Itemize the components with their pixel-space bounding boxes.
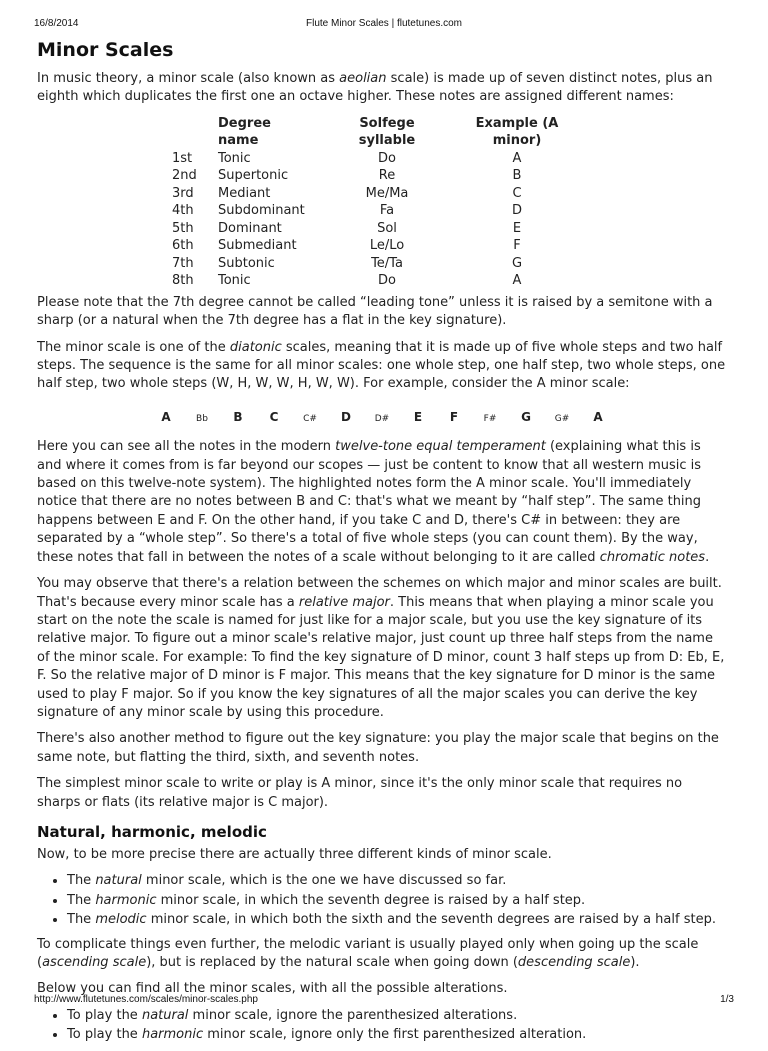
table-row xyxy=(162,202,582,220)
table-row xyxy=(162,150,582,168)
list-item-text: The xyxy=(67,892,96,908)
chromatic-note: C# xyxy=(303,413,317,424)
list-item-emphasis: natural xyxy=(141,1007,189,1023)
chromatic-note: F# xyxy=(483,413,497,424)
diatonic-emphasis: diatonic xyxy=(229,339,282,355)
list-item-text: The xyxy=(67,912,96,928)
list-item-text: minor scale, ignore only the first parenthesized alteration. xyxy=(203,1027,587,1043)
list-item-text: minor scale, which is the one we have discussed so far. xyxy=(141,873,507,889)
article xyxy=(37,34,727,1051)
degree-name: Subdominant xyxy=(218,203,305,219)
twelve-tone-text-3: . xyxy=(705,549,710,565)
degree-name: Submediant xyxy=(218,238,297,254)
list-item-text: To play the xyxy=(67,1027,142,1043)
kinds-intro: Now, to be more precise there are actually three different kinds of minor scale. xyxy=(37,846,552,862)
degree-number: 6th xyxy=(172,238,194,254)
simplest-paragraph: The simplest minor scale to write or play is A minor, since it's the only minor scale that requires no sharps or flats (its relative major is C major). xyxy=(37,776,683,810)
chromatic-emphasis: chromatic notes xyxy=(599,549,706,565)
header-cell: Degree name xyxy=(218,115,271,149)
list-item-emphasis: harmonic xyxy=(95,892,157,908)
example-note: E xyxy=(512,220,522,236)
solfege-syllable: Re xyxy=(378,168,396,184)
degree-table-header xyxy=(162,115,582,150)
diatonic-text: The minor scale is one of the xyxy=(37,339,230,355)
degree-table xyxy=(162,115,582,290)
chromatic-note: Bb xyxy=(196,413,208,424)
example-note: C xyxy=(512,185,522,201)
scale-note: A xyxy=(593,409,603,424)
scale-note: B xyxy=(233,409,243,424)
solfege-syllable: Fa xyxy=(379,203,395,219)
list-item-emphasis: natural xyxy=(95,873,142,889)
scale-note: G xyxy=(521,409,531,424)
solfege-syllable: Do xyxy=(378,150,396,166)
degree-number: 3rd xyxy=(172,185,194,201)
degree-name: Subtonic xyxy=(218,255,275,271)
ascending-emphasis: ascending scale xyxy=(42,955,147,970)
table-row xyxy=(162,220,582,238)
degree-name: Supertonic xyxy=(218,168,289,184)
solfege-syllable: Me/Ma xyxy=(365,185,409,201)
list-item-emphasis: harmonic xyxy=(141,1027,204,1043)
scale-note: F xyxy=(449,409,459,424)
list-item-text: minor scale, ignore the parenthesized alterations. xyxy=(188,1007,518,1023)
print-title: Flute Minor Scales | flutetunes.com xyxy=(306,18,462,29)
degree-name: Dominant xyxy=(218,220,282,236)
list-item-text: To play the xyxy=(67,1007,142,1023)
scale-note: D xyxy=(341,409,351,424)
example-note: F xyxy=(513,238,521,254)
complicate-text: To complicate things even further, the melodic variant is usually played only when going up the scale ( xyxy=(37,936,699,970)
relative-major-text: You may observe that there's a relation between the schemes on which major and minor scales are built. That's because every minor scale has a xyxy=(37,576,722,610)
header-cell: Solfege syllable xyxy=(358,115,416,149)
list-item-text: minor scale, in which the seventh degree is raised by a half step. xyxy=(156,892,586,908)
chromatic-note: D# xyxy=(374,413,390,424)
page-url: http://www.flutetunes.com/scales/minor-scales.php xyxy=(34,994,258,1005)
table-row xyxy=(162,255,582,273)
list-item-text: The xyxy=(67,873,96,889)
solfege-syllable: Sol xyxy=(377,220,397,236)
degree-number: 5th xyxy=(172,220,194,236)
print-header xyxy=(34,18,734,32)
table-row xyxy=(162,185,582,203)
page-number: 1/3 xyxy=(720,994,734,1005)
kinds-list xyxy=(37,872,727,929)
solfege-syllable: Le/Lo xyxy=(369,238,405,254)
degree-number: 8th xyxy=(172,273,194,289)
descending-emphasis: descending scale xyxy=(517,955,631,970)
degree-number: 7th xyxy=(172,255,194,271)
twelve-tone-emphasis: twelve-tone equal temperament xyxy=(335,439,546,455)
header-cell: Example (A minor) xyxy=(475,115,559,149)
solfege-syllable: Te/Ta xyxy=(371,255,403,271)
twelve-tone-text: Here you can see all the notes in the modern xyxy=(37,439,336,455)
example-note: B xyxy=(512,168,522,184)
print-footer xyxy=(34,994,734,1008)
list-item xyxy=(67,872,727,890)
twelve-tone-paragraph xyxy=(37,438,727,567)
table-row xyxy=(162,167,582,185)
scale-note: A xyxy=(161,409,171,424)
intro-text-2: scale) is made up of seven distinct notes, plus an eighth which duplicates the first one an octave higher. These notes are assigned different names: xyxy=(37,71,713,105)
complicate-text-3: ). xyxy=(630,955,640,970)
leading-tone-paragraph: Please note that the 7th degree cannot be called “leading tone” unless it is raised by a semitone with a sharp (or a natural when the 7th degree has a flat in the key signature). xyxy=(37,294,713,329)
another-method-paragraph: There's also another method to figure out the key signature: you play the major scale that begins on the same note, but flatting the third, sixth, and seventh notes. xyxy=(37,731,719,765)
degree-number: 1st xyxy=(172,150,193,166)
rules-list xyxy=(37,1007,727,1045)
print-date: 16/8/2014 xyxy=(34,18,79,29)
diatonic-paragraph xyxy=(37,339,727,394)
list-item xyxy=(67,1026,727,1044)
page-title: Minor Scales xyxy=(37,39,174,61)
header-cell xyxy=(162,115,208,150)
degree-name: Mediant xyxy=(218,185,271,201)
degree-number: 4th xyxy=(172,203,194,219)
degree-name: Tonic xyxy=(218,150,251,166)
diatonic-text-2: scales, meaning that it is made up of five whole steps and two half steps. The sequence is the same for all minor scales: one whole step, one half step, two whole steps, one half step, two whole steps (W, H, W, W, H, W, W). For example, consider the A minor scale: xyxy=(37,339,726,392)
list-item-text: minor scale, in which both the sixth and the seventh degrees are raised by a half step. xyxy=(146,912,716,928)
list-item xyxy=(67,911,727,929)
chromatic-note: G# xyxy=(554,413,570,424)
notes-row xyxy=(37,408,727,428)
table-row xyxy=(162,272,582,290)
list-item xyxy=(67,1007,727,1025)
intro-paragraph xyxy=(37,70,727,107)
example-note: A xyxy=(512,273,522,289)
degree-name: Tonic xyxy=(218,273,251,289)
twelve-tone-text-2: (explaining what this is and where it comes from is far beyond our scopes — just be content to know that all western music is based on this twelve-note system). The highlighted notes form the A minor scale. You'll immediately notice that there are no notes between B and C: that's what we meant by “half step”. The same thing happens between E and F. On the other hand, if you take C and D, there's C# in between: they are separated by a “whole step”. So there's a total of five whole steps (you can count them). By the way, these notes that fall in between the notes of a scale without belonging to it are called xyxy=(37,439,702,565)
example-note: G xyxy=(511,255,523,271)
intro-text: In music theory, a minor scale (also known as xyxy=(37,71,340,86)
example-note: D xyxy=(511,203,522,219)
complicate-text-2: ), but is replaced by the natural scale when going down ( xyxy=(146,955,518,970)
complicate-paragraph xyxy=(37,936,727,973)
relative-major-paragraph xyxy=(37,575,727,722)
scale-note: E xyxy=(413,409,423,424)
list-item-emphasis: melodic xyxy=(95,912,147,928)
section-heading: Natural, harmonic, melodic xyxy=(37,822,267,841)
intro-emphasis: aeolian xyxy=(339,71,387,86)
degree-number: 2nd xyxy=(172,168,197,184)
solfege-syllable: Do xyxy=(378,273,396,289)
relative-major-emphasis: relative major xyxy=(298,594,390,610)
scale-note: C xyxy=(269,409,279,424)
below-paragraph: Below you can find all the minor scales, with all the possible alterations. xyxy=(37,981,508,997)
relative-major-text-2: . This means that when playing a minor scale you start on the note the scale is named for just like for a major scale, but you use the key signature of its relative major. To figure out a minor scale's relative major, just count up three half steps from the name of the minor scale. For example: To find the key signature of D minor, count 3 half steps up from D: Eb, E, F. So the relative major of D minor is F major. This means that the key signature for D minor is the same used to play F major. So if you know the key signatures of all the major scales you can derive the key signature of any minor scale by using this procedure. xyxy=(37,594,725,720)
table-row xyxy=(162,237,582,255)
list-item xyxy=(67,892,727,910)
example-note: A xyxy=(512,150,522,166)
